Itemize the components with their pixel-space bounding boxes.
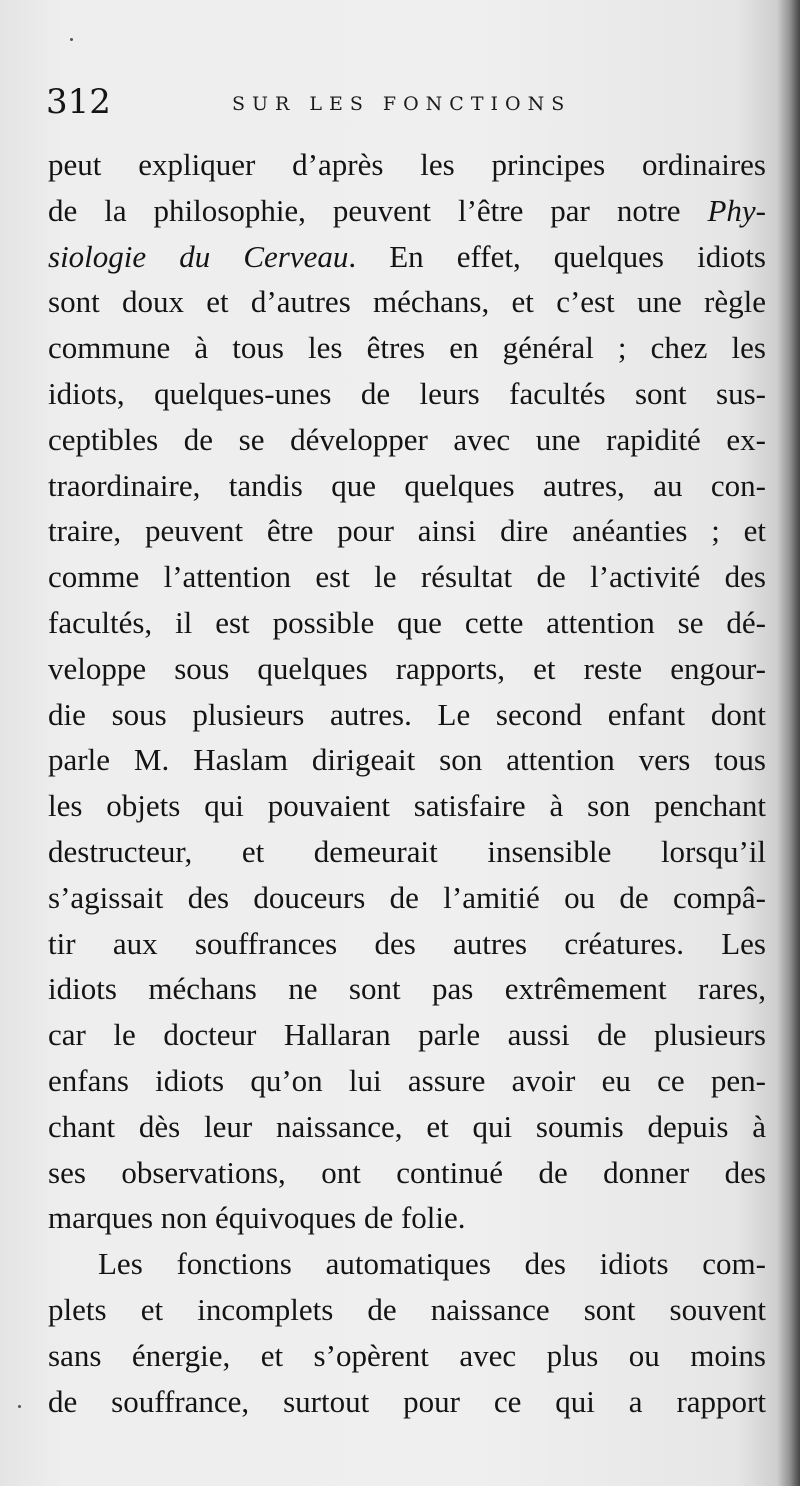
text-line: les objets qui pouvaient satisfaire à son penchant: [48, 788, 766, 824]
page-header: [46, 80, 766, 124]
body-text: [48, 142, 766, 1424]
text-line: enfans idiots qu’on lui assure avoir eu ce pen-: [48, 1062, 766, 1098]
text-line: commune à tous les êtres en général ; chez les: [48, 330, 766, 366]
text-line: plets et incomplets de naissance sont souvent: [48, 1291, 766, 1327]
text-line: ses observations, ont continué de donner des: [48, 1154, 766, 1190]
text-line: facultés, il est possible que cette attention se dé-: [48, 604, 766, 640]
text-line: peut expliquer d’après les principes ordinaires: [48, 147, 766, 182]
text-line: comme l’attention est le résultat de l’activité des: [48, 559, 766, 595]
text-line: veloppe sous quelques rapports, et reste engour-: [48, 650, 766, 686]
text-line: chant dès leur naissance, et qui soumis depuis à: [48, 1108, 766, 1144]
text-line: sans énergie, et s’opèrent avec plus ou moins: [48, 1337, 766, 1373]
text-line: ceptibles de se développer avec une rapidité ex-: [48, 421, 766, 457]
text-line: sont doux et d’autres méchans, et c’est une règle: [48, 284, 766, 320]
text-line: idiots méchans ne sont pas extrêmement rares,: [48, 971, 766, 1007]
ink-speck: [18, 1405, 21, 1408]
spine-shadow: [778, 0, 800, 1486]
text-line: traire, peuvent être pour ainsi dire anéanties ; et: [48, 513, 766, 549]
text-line: car le docteur Hallaran parle aussi de plusieurs: [48, 1017, 766, 1053]
text-line: parle M. Haslam dirigeait son attention vers tous: [48, 742, 766, 778]
ink-speck: [70, 38, 73, 41]
italic-title: siologie du Cerveau: [48, 238, 349, 274]
running-head: SUR LES FONCTIONS: [232, 93, 572, 115]
text-line: destructeur, et demeurait insensible lorsqu’il: [48, 833, 766, 869]
text-line: marques non équivoques de folie.: [48, 1200, 466, 1236]
text-line-paragraph-start: Les fonctions automatiques des idiots com-: [98, 1246, 766, 1282]
page-number: 312: [46, 82, 111, 122]
text-line: idiots, quelques-unes de leurs facultés sont sus-: [48, 375, 766, 411]
text-line: s’agissait des douceurs de l’amitié ou de compâ-: [48, 879, 766, 915]
text-line: de souffrance, surtout pour ce qui a rapport: [48, 1383, 766, 1419]
italic-title: Phy-: [707, 192, 766, 228]
text-line: siologie du Cerveau. En effet, quelques idiots: [48, 238, 766, 274]
text-line: tir aux souffrances des autres créatures. Les: [48, 925, 766, 961]
text-line: traordinaire, tandis que quelques autres, au con-: [48, 467, 766, 503]
text-line: de la philosophie, peuvent l’être par notre Phy-: [48, 192, 766, 228]
text-line: die sous plusieurs autres. Le second enfant dont: [48, 696, 766, 732]
